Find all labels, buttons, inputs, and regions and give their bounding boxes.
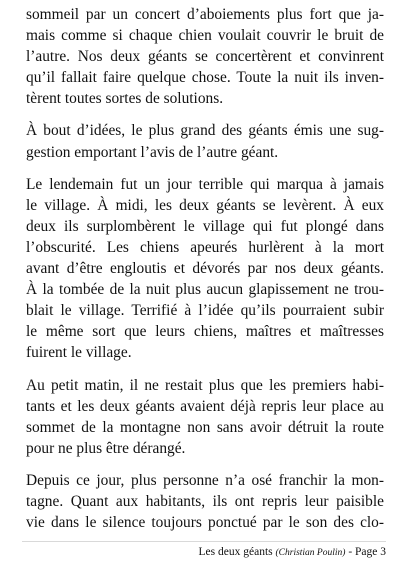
text-line: À la tombée de la nuit plus aucun glapissement ne trou- xyxy=(26,281,384,299)
text-line: sommeil par un concert d’aboiements plus fort que ja- xyxy=(26,6,384,23)
paragraph-1 xyxy=(26,4,384,109)
text-line: blait le village. Terrifié à l’idée qu’ils pourraient subir xyxy=(26,302,384,320)
page-footer xyxy=(199,545,386,560)
text-line: qu’il fallait faire quelque chose. Toute la nuit ils inven- xyxy=(26,69,384,87)
text-line: tants et les deux géants avaient déjà repris leur place au xyxy=(26,397,384,415)
paragraph-5 xyxy=(26,470,384,533)
text-line: gestion emportant l’avis de l’autre géant. xyxy=(26,143,279,161)
footer-title: Les deux géants xyxy=(198,546,273,558)
text-line: vie dans le silence toujours ponctué par le son des clo- xyxy=(26,514,384,532)
text-line: le village. À midi, les deux géants se levèrent. À eux xyxy=(26,196,384,214)
text-line: pour ne plus être dérangé. xyxy=(26,439,186,457)
text-line: deux ils surplombèrent le village qui fut plongé dans xyxy=(26,217,384,235)
text-line: avant d’être engloutis et dévorés par nos deux géants. xyxy=(26,260,384,278)
text-line: tèrent toutes sortes de solutions. xyxy=(26,90,224,108)
text-line: Le lendemain fut un jour terrible qui marqua à jamais xyxy=(26,175,384,193)
paragraph-3 xyxy=(26,174,384,364)
text-line: mais comme si chaque chien voulait couvrir le bruit de xyxy=(26,27,384,45)
text-line: l’autre. Nos deux géants se concertèrent et convinrent xyxy=(26,48,384,66)
text-line: sommet de la montagne non sans avoir détruit la route xyxy=(26,418,384,436)
text-line: Au petit matin, il ne restait plus que les premiers habi- xyxy=(26,376,384,394)
text-line: l’obscurité. Les chiens apeurés hurlèrent à la mort xyxy=(26,238,384,256)
text-line: tagne. Quant aux habitants, ils ont repris leur paisible xyxy=(26,492,384,510)
paragraph-4 xyxy=(26,375,384,459)
text-line: fuirent le village. xyxy=(26,344,132,362)
paragraph-2 xyxy=(26,120,384,162)
text-line: À bout d’idées, le plus grand des géants émis une sug- xyxy=(26,122,384,140)
footer-author: (Christian Poulin) xyxy=(275,548,346,558)
footer-divider xyxy=(22,541,386,542)
footer-page-number: - Page 3 xyxy=(348,546,386,558)
body-text xyxy=(26,0,384,544)
text-line: Depuis ce jour, plus personne n’a osé franchir la mon- xyxy=(26,471,384,489)
text-line: le même sort que leurs chiens, maîtres et maîtresses xyxy=(26,323,384,341)
